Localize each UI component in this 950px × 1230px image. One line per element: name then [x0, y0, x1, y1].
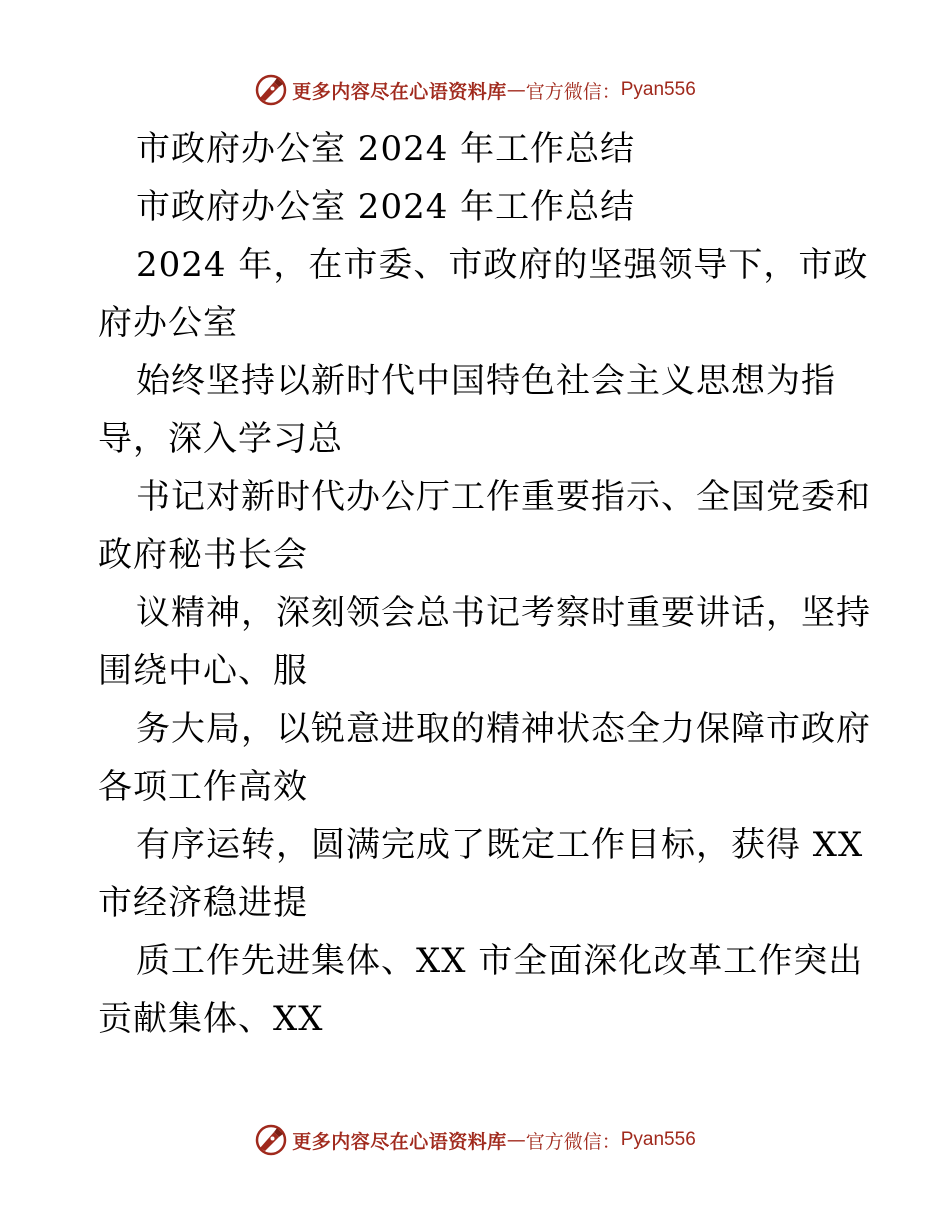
paragraph-line: 府办公室 — [98, 303, 238, 343]
banner-wechat-label: 官方微信： — [525, 1130, 621, 1153]
footer-banner — [0, 1120, 950, 1160]
banner-dash: — — [506, 1129, 526, 1151]
document-title: 市政府办公室 2024 年工作总结 — [136, 129, 636, 169]
banner-wechat-label: 官方微信： — [525, 80, 621, 103]
pen-nib-logo-icon — [254, 1123, 288, 1157]
paragraph-line: 各项工作高效 — [98, 767, 308, 807]
header-banner — [0, 70, 950, 110]
paragraph-line: 政府秘书长会 — [98, 535, 308, 575]
document-body — [98, 120, 871, 1048]
paragraph-line: 围绕中心、服 — [98, 651, 308, 691]
paragraph-line: 2024 年，在市委、市政府的坚强领导下，市政 — [136, 245, 869, 285]
document-subtitle: 市政府办公室 2024 年工作总结 — [136, 187, 636, 227]
pen-nib-logo-icon — [254, 73, 288, 107]
paragraph-line: 书记对新时代办公厅工作重要指示、全国党委和 — [136, 477, 871, 517]
banner-dash: — — [506, 79, 526, 101]
paragraph-line: 质工作先进集体、XX 市全面深化改革工作突出 — [136, 941, 864, 981]
paragraph-line: 议精神，深刻领会总书记考察时重要讲话，坚持 — [136, 593, 871, 633]
banner-wechat-id: Pyan556 — [620, 79, 696, 100]
paragraph-line: 市经济稳进提 — [98, 883, 308, 923]
paragraph-line: 贡献集体、XX — [98, 999, 324, 1039]
banner-slogan: 更多内容尽在心语资料库 — [292, 1130, 507, 1153]
banner-slogan: 更多内容尽在心语资料库 — [292, 80, 507, 103]
paragraph-line: 导，深入学习总 — [98, 419, 343, 459]
paragraph-line: 务大局，以锐意进取的精神状态全力保障市政府 — [136, 709, 871, 749]
paragraph-line: 有序运转，圆满完成了既定工作目标，获得 XX — [136, 825, 864, 865]
paragraph-line: 始终坚持以新时代中国特色社会主义思想为指 — [136, 361, 836, 401]
banner-wechat-id: Pyan556 — [620, 1129, 696, 1150]
